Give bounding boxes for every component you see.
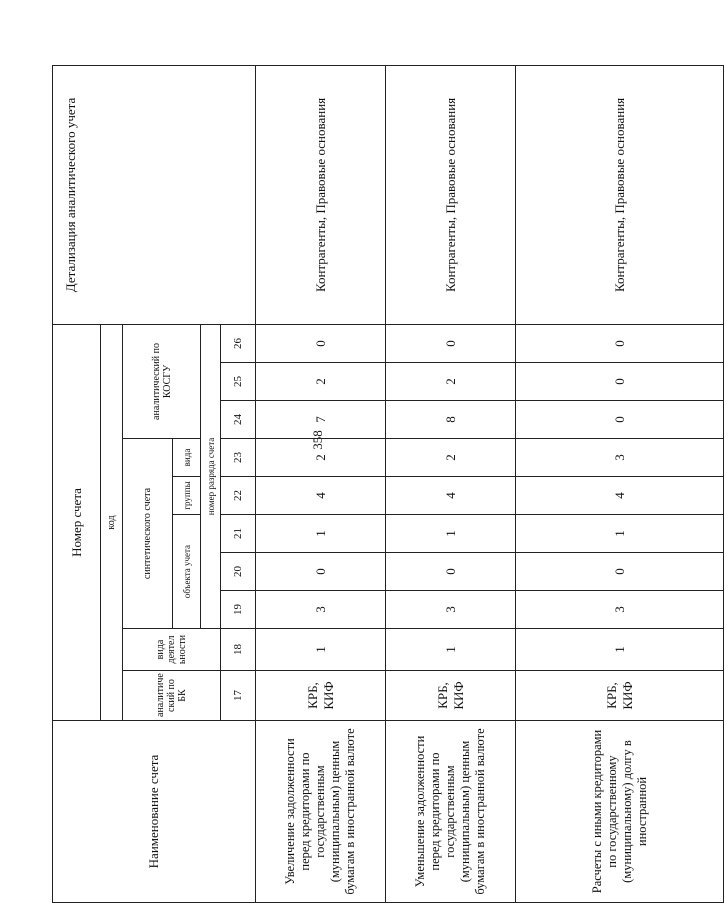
digit-18: 18	[221, 629, 256, 671]
digit-20: 20	[221, 553, 256, 591]
table-row	[256, 65, 386, 902]
row-value-26: 0	[516, 324, 724, 362]
row-value-20: 0	[386, 553, 516, 591]
row-value-18: 1	[386, 629, 516, 671]
row-value-22: 4	[386, 477, 516, 515]
rotated-table-wrapper	[52, 68, 724, 903]
row-value-19: 3	[256, 591, 386, 629]
digit-26: 26	[221, 324, 256, 362]
row-value-23: 2	[256, 439, 386, 477]
header-account-number: Номер счета	[53, 324, 101, 720]
digit-25: 25	[221, 363, 256, 401]
header-kind: вида	[173, 439, 201, 477]
digit-24: 24	[221, 401, 256, 439]
header-activity-type: вида деятел ьности	[123, 629, 221, 671]
row-detail: Контрагенты, Правовые основания	[516, 65, 724, 324]
row-account-name: Уменьшение задолженности перед кредиторами по государственным (муниципальным) ценным бумагам в иностранной валюте	[386, 721, 516, 903]
header-detail: Детализация аналитического учета	[53, 65, 256, 324]
row-value-24: 7	[256, 401, 386, 439]
row-detail: Контрагенты, Правовые основания	[256, 65, 386, 324]
digit-21: 21	[221, 515, 256, 553]
digit-22: 22	[221, 477, 256, 515]
row-value-21: 1	[256, 515, 386, 553]
row-value-20: 0	[256, 553, 386, 591]
header-account-object: объекта учета	[173, 515, 201, 629]
row-value-23: 2	[386, 439, 516, 477]
row-value-22: 4	[516, 477, 724, 515]
table-row	[516, 65, 724, 902]
row-value-25: 0	[516, 363, 724, 401]
row-account-name: Увеличение задолженности перед кредиторами по государственным (муниципальным) ценным бумагам в иностранной валюте	[256, 721, 386, 903]
row-value-24: 8	[386, 401, 516, 439]
header-analytic-kosgu: аналитический по КОСГУ	[123, 324, 201, 438]
accounts-table	[52, 65, 724, 903]
header-code: код	[101, 324, 123, 720]
row-value-17: КРБ, КИФ	[386, 671, 516, 721]
row-value-22: 4	[256, 477, 386, 515]
row-value-25: 2	[386, 363, 516, 401]
header-group: группы	[173, 477, 201, 515]
digit-19: 19	[221, 591, 256, 629]
digit-23: 23	[221, 439, 256, 477]
table-row	[386, 65, 516, 902]
row-value-24: 0	[516, 401, 724, 439]
row-value-23: 3	[516, 439, 724, 477]
row-value-21: 1	[516, 515, 724, 553]
digit-17: 17	[221, 671, 256, 721]
row-value-17: КРБ, КИФ	[256, 671, 386, 721]
header-account-name: Наименование счета	[53, 721, 256, 903]
header-analytic-bk: аналитиче ский по БК	[123, 671, 221, 721]
header-synthetic: синтетического счета	[123, 439, 173, 629]
row-value-18: 1	[256, 629, 386, 671]
row-value-21: 1	[386, 515, 516, 553]
row-value-19: 3	[516, 591, 724, 629]
row-value-20: 0	[516, 553, 724, 591]
row-value-18: 1	[516, 629, 724, 671]
row-value-17: КРБ, КИФ	[516, 671, 724, 721]
row-value-25: 2	[256, 363, 386, 401]
row-detail: Контрагенты, Правовые основания	[386, 65, 516, 324]
row-value-26: 0	[256, 324, 386, 362]
row-value-19: 3	[386, 591, 516, 629]
header-digit-number: номер разряда счета	[201, 324, 221, 628]
row-value-26: 0	[386, 324, 516, 362]
row-account-name: Расчеты с иными кредиторами по государственному (муниципальному) долгу в иностранной	[516, 721, 724, 903]
page-number: 358	[310, 430, 325, 450]
